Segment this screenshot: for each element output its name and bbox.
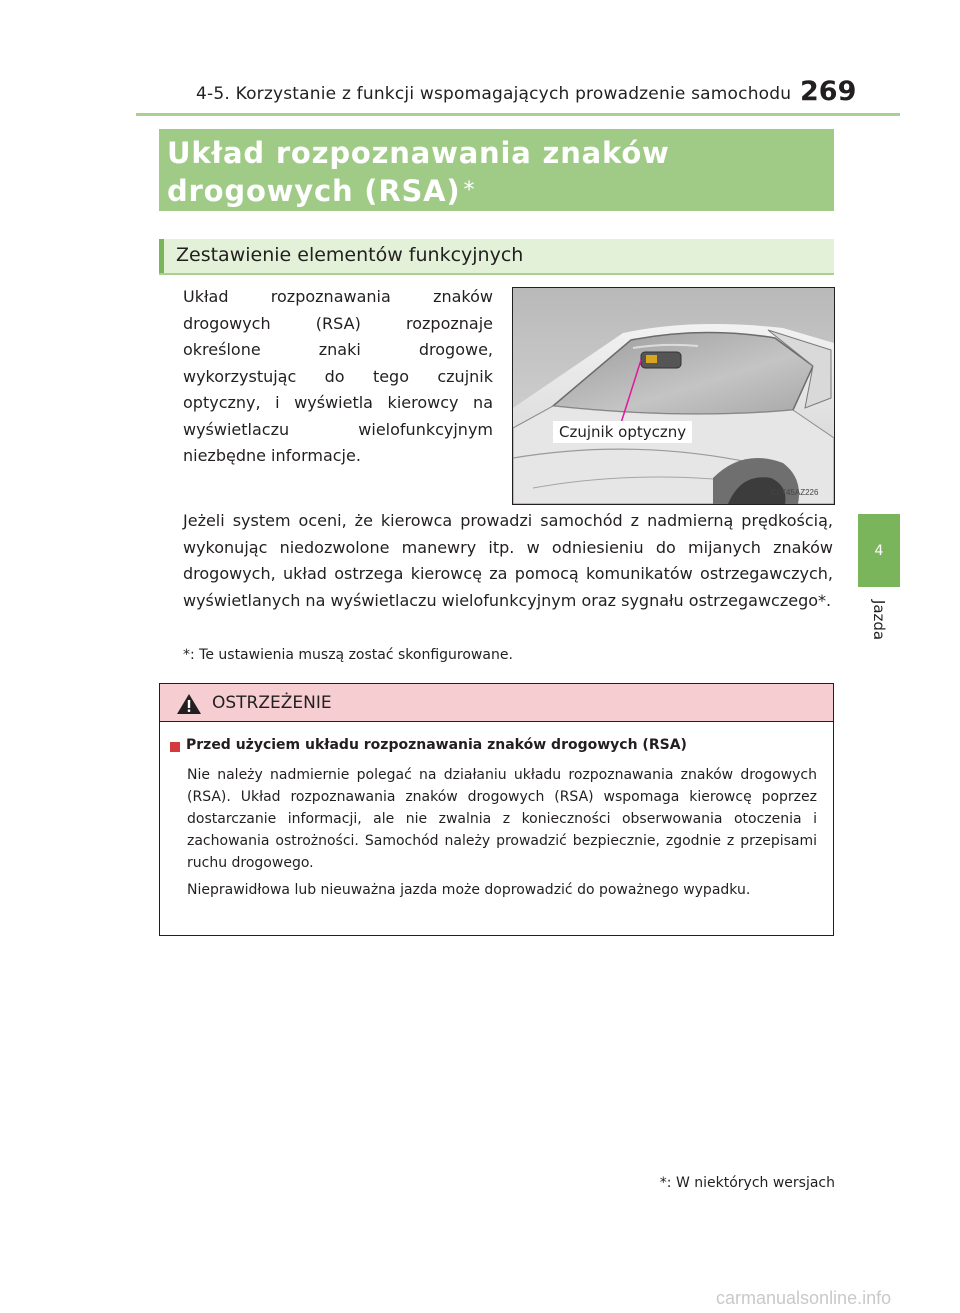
warning-triangle-icon [176, 693, 202, 715]
running-header: 4-5. Korzystanie z funkcji wspomagających prowadzenie samochodu [196, 84, 792, 104]
availability-marker: * [463, 178, 476, 203]
subheading-accent-bar [159, 239, 164, 273]
section-title-text: Układ rozpoznawania znaków drogowych (RSA) [167, 136, 670, 208]
chapter-number: 4 [874, 542, 884, 559]
chapter-tab[interactable] [858, 514, 900, 587]
section-title [167, 134, 827, 210]
version-footnote: *: W niektórych wersjach [659, 1175, 835, 1191]
chapter-label [858, 590, 900, 650]
warning-box [159, 683, 834, 936]
settings-note: *: Te ustawienia muszą zostać skonfigurowane. [183, 647, 513, 663]
warning-subtitle: Przed użyciem układu rozpoznawania znaków drogowych (RSA) [186, 737, 687, 753]
header-divider [136, 113, 900, 116]
warning-paragraph-2: Nieprawidłowa lub nieuważna jazda może doprowadzić do poważnego wypadku. [187, 882, 751, 898]
subheading-box [159, 239, 834, 275]
chapter-label-text: Jazda [869, 599, 888, 641]
site-watermark[interactable]: carmanualsonline.info [716, 1288, 892, 1308]
figure-code: CLY45AZ226 [771, 488, 819, 497]
body-paragraph: Jeżeli system oceni, że kierowca prowadzi samochód z nadmierną prędkością, wykonując niedozwolone manewry itp. w odniesieniu do mijanych znaków drogowych, układ ostrzega kierowcę za pomocą komunikatów ostrzegawczych, wyświetlanych na wyświetlaczu wielofunkcyjnym oraz sygnału ostrzegawczego*. [183, 511, 833, 610]
warning-header [160, 684, 833, 722]
page-number: 269 [800, 76, 857, 107]
intro-paragraph: Układ rozpoznawania znaków drogowych (RSA) rozpoznaje określone znaki drogowe, wykorzystując do tego czujnik optyczny, i wyświetla kierowcy na wyświetlaczu wielofunkcyjnym niezbędne informacje. [183, 287, 493, 465]
windshield-sensor-figure [512, 287, 835, 505]
windshield-sensor-illustration-icon [513, 288, 834, 504]
warning-paragraph-1: Nie należy nadmiernie polegać na działaniu układu rozpoznawania znaków drogowych (RSA). Układ rozpoznawania znaków drogowych (RSA) wspomaga kierowcę poprzez dostarczanie informacji, ale nie zwalnia z konieczności obserwowania otoczenia i zachowania ostrożności. Samochód należy prowadzić bezpiecznie, zgodnie z przepisami ruchu drogowego. [187, 767, 817, 871]
bullet-square-icon [170, 742, 180, 752]
subheading: Zestawienie elementów funkcyjnych [176, 244, 524, 266]
sensor-callout-label: Czujnik optyczny [553, 421, 692, 443]
warning-heading: OSTRZEŻENIE [212, 693, 332, 713]
